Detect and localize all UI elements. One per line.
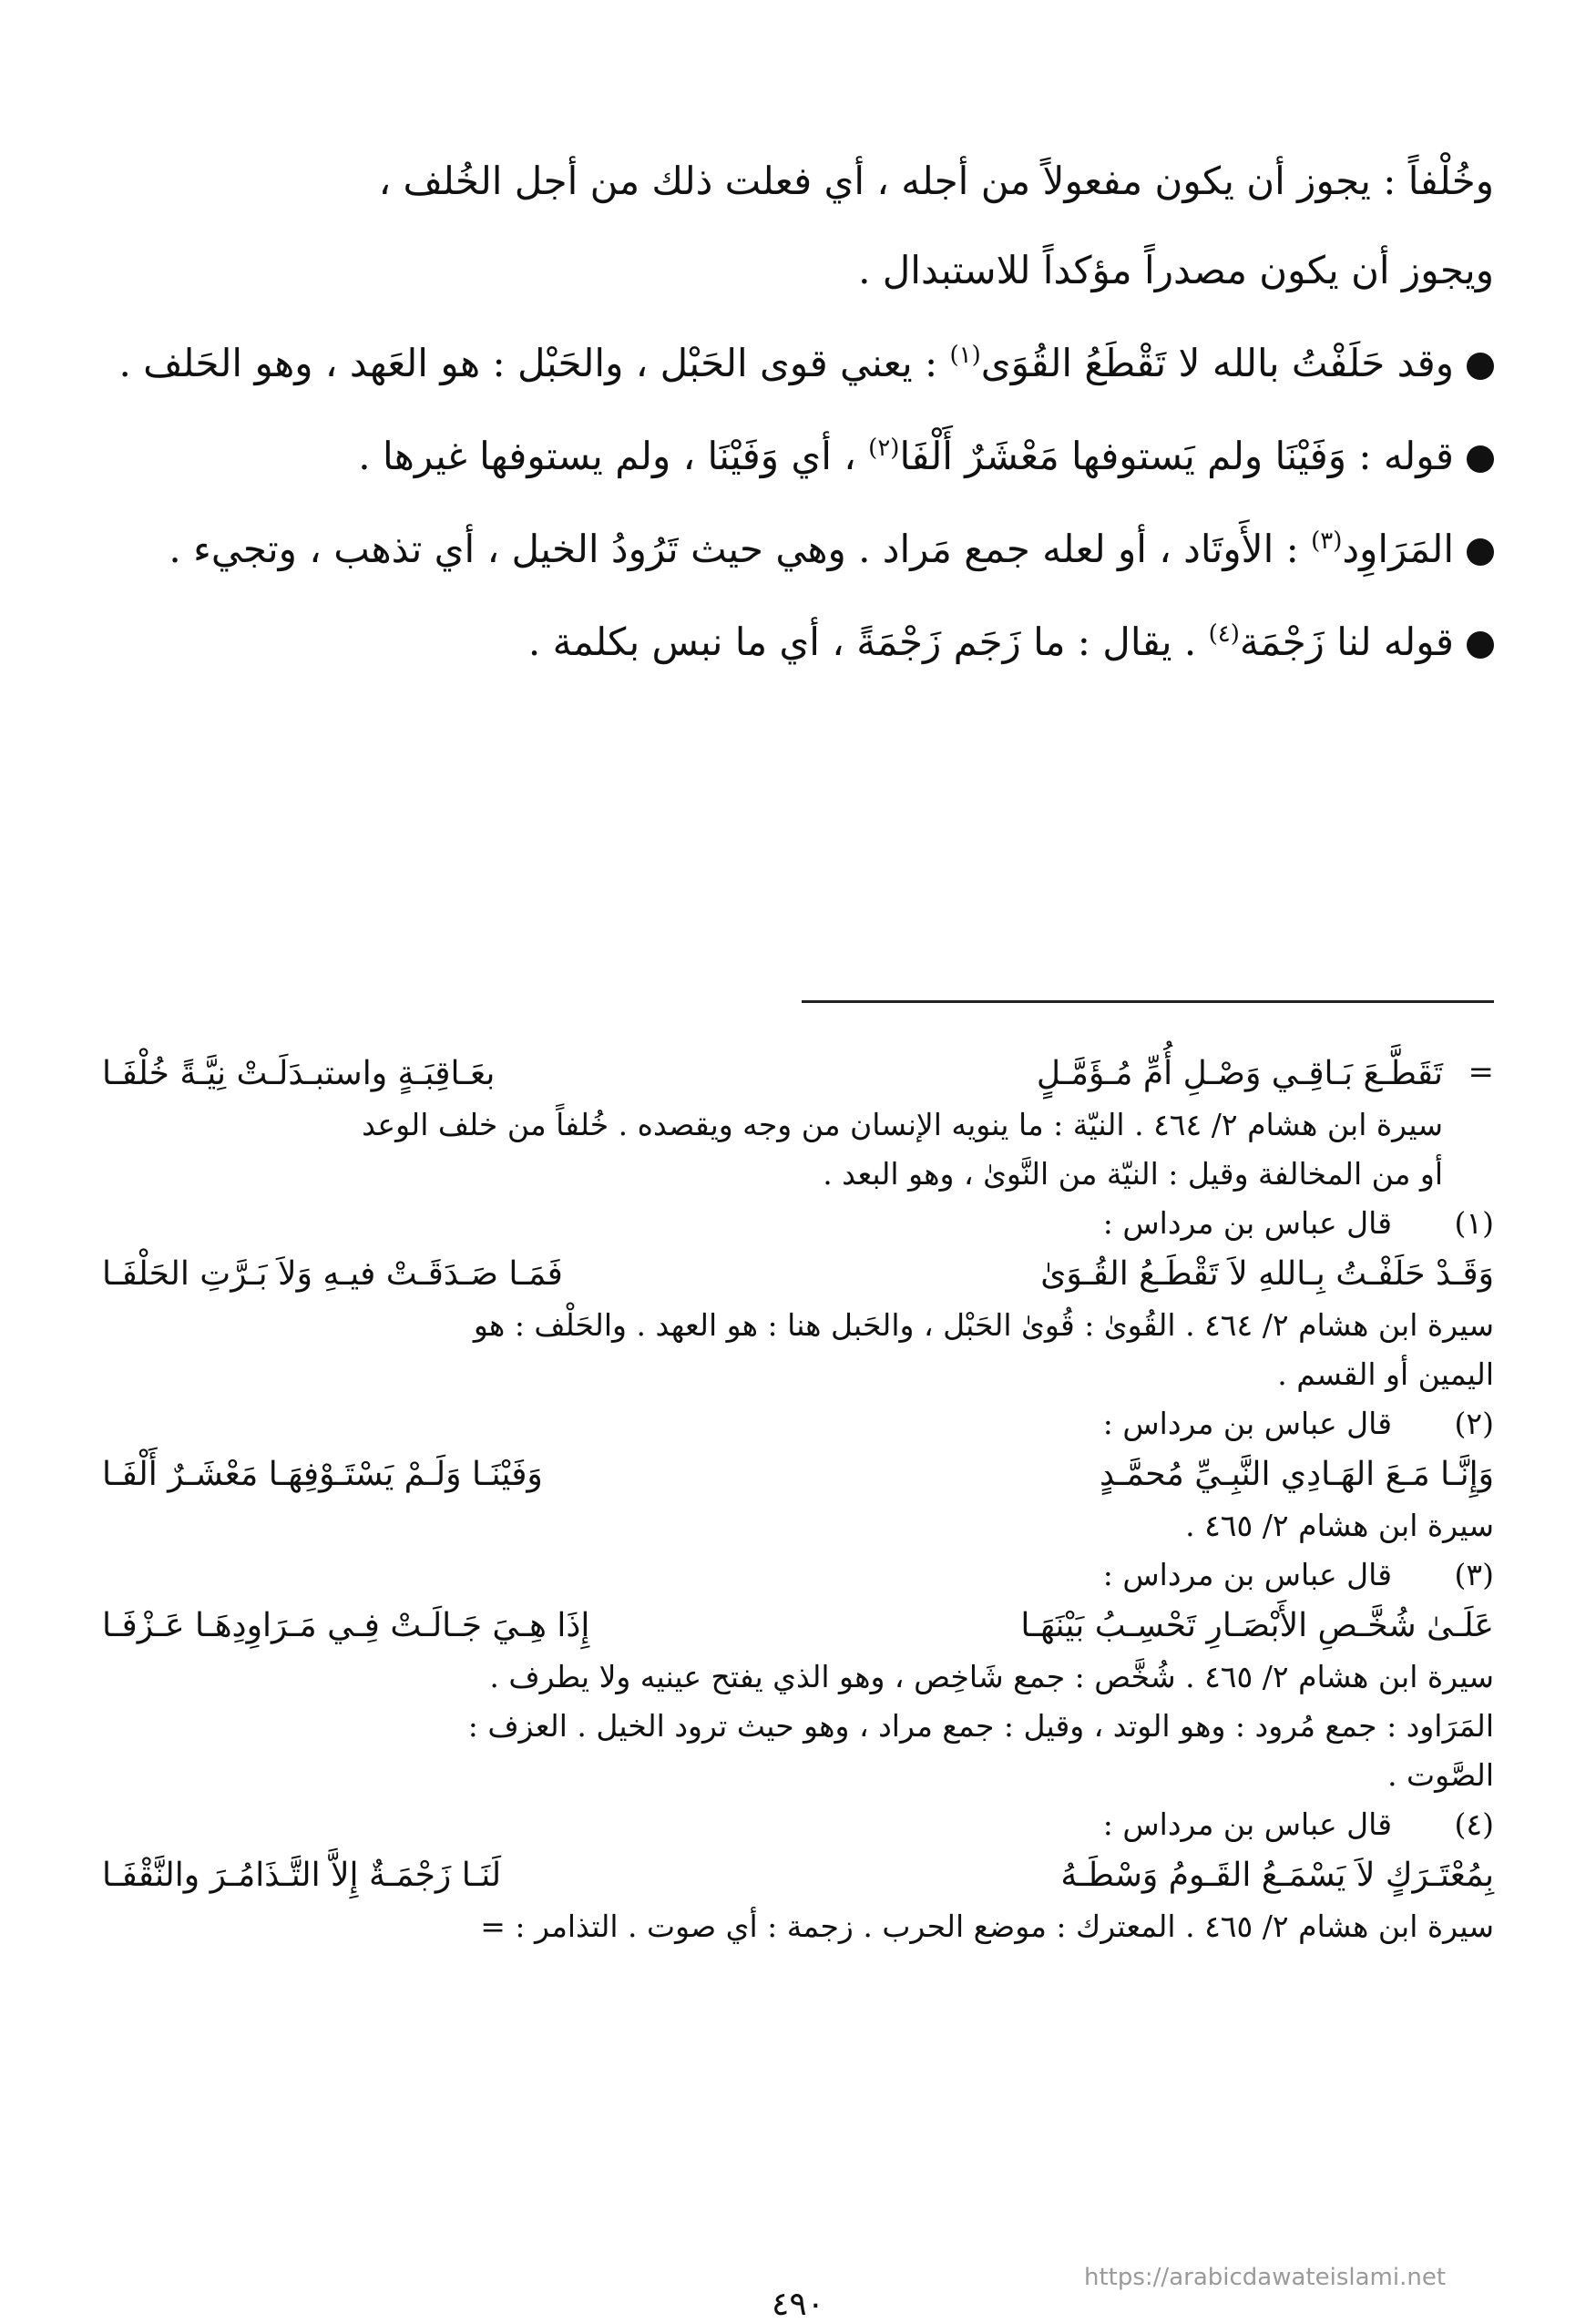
verse [102, 1048, 1443, 1100]
verse-hemistich: فَمَـا صَـدَقَـتْ فيـهِ وَلاَ بَـرَّتِ الحَلْفَـا [102, 1255, 563, 1293]
paragraph-text: : يعني قوى الحَبْل ، والحَبْل : هو العَهد ، وهو الحَلف . [118, 341, 950, 385]
bullet-icon [1467, 538, 1494, 566]
paragraph-text: قوله لنا زَجْمَة [1239, 619, 1454, 664]
footnote-intro: قال عباس بن مرداس : [1102, 1557, 1392, 1592]
footnote-ref: (١) [949, 342, 981, 369]
footnote-line: أو من المخالفة وقيل : النيّة من النَّوىٰ ، وهو البعد . [823, 1156, 1443, 1192]
footnotes [102, 1048, 1494, 1951]
verse-hemistich: بعَـاقِبَـةٍ واستبـدَلَـتْ نِيَّـةً خُلْفَـا [102, 1055, 496, 1092]
verse-hemistich: إِذَا هِـيَ جَـالَـتْ فِـي مَـرَاوِدِهَـا عَـزْفَـا [102, 1607, 590, 1644]
footnote-number: (١) [1454, 1205, 1494, 1241]
continuation-marker: = [1468, 1054, 1494, 1090]
verse-hemistich: وَإِنَّـا مَـعَ الهَـادِي النَّبِـيِّ مُحمَّـدٍ [1099, 1456, 1494, 1493]
footnote-number: (٢) [1454, 1406, 1494, 1441]
footnote-divider [802, 1000, 1494, 1003]
paragraph-text: . يقال : ما زَجَم زَجْمَةً ، أي ما نبس بكلمة . [527, 619, 1209, 664]
paragraph-4 [102, 505, 1494, 594]
paragraph-1 [102, 137, 1494, 315]
paragraph-text: وقد حَلَفْتُ بالله لا تَقْطَعُ القُوَى [980, 341, 1454, 385]
verse-hemistich: عَلَـىٰ شُخَّـصِ الأَبْصَـارِ تَحْسِـبُ بَيْنَهَـا [1020, 1607, 1494, 1644]
verse-hemistich: لَنَـا زَجْمَـةٌ إِلاَّ التَّـذَامُـرَ والنَّقْفَـا [102, 1857, 502, 1894]
footnote-intro: قال عباس بن مرداس : [1102, 1205, 1392, 1241]
page-number: ٤٩٠ [771, 2286, 824, 2323]
paragraph-text: المَرَاوِد [1342, 527, 1454, 571]
footnote-line: سيرة ابن هشام ٢/ ٤٦٥ . شُخَّص : جمع شَاخِص ، وهو الذي يفتح عينيه ولا يطرف . [489, 1659, 1494, 1694]
footnote-ref: (٣) [1311, 527, 1343, 555]
footnote-intro: قال عباس بن مرداس : [1102, 1806, 1392, 1842]
footnote-body [102, 1048, 1443, 1199]
watermark-url: https://arabicdawateislami.net [1084, 2264, 1447, 2291]
paragraph-text: قوله : وَفَيْنَا ولم يَستوفها مَعْشَرٌ أَلْفَا [899, 434, 1454, 478]
footnote-line: سيرة ابن هشام ٢/ ٤٦٥ . المعترك : موضع الحرب . زجمة : أي صوت . التذامر : = [480, 1909, 1494, 1944]
footnote-number: (٣) [1454, 1557, 1494, 1592]
paragraph-3 [102, 412, 1494, 501]
footnote-ref: (٤) [1208, 620, 1240, 648]
paragraph-5 [102, 598, 1494, 687]
verse-hemistich: وَفَيْنَـا وَلَـمْ يَسْتَـوْفِهَـا مَعْشَـرٌ أَلْفَـا [102, 1456, 543, 1493]
footnote-body [102, 1800, 1392, 1849]
footnote-line: الصَّوت . [1387, 1757, 1494, 1793]
bullet-icon [1467, 631, 1494, 659]
paragraph-text: : الأَوتَاد ، أو لعله جمع مَراد . وهي حيث تَرُودُ الخيل ، أي تذهب ، وتجيء . [169, 527, 1312, 571]
verse [102, 1600, 1494, 1653]
verse-hemistich: تَقَطَّـعَ بَـاقِـي وَصْـلِ أُمِّ مُـؤَمَّـلٍ [1036, 1055, 1443, 1092]
verse [102, 1248, 1494, 1301]
verse-hemistich: وَقَـدْ حَلَفْـتُ بِـاللهِ لاَ تَقْطَـعُ القُـوَىٰ [1040, 1255, 1494, 1293]
paragraph-line: وخُلْفاً : يجوز أن يكون مفعولاً من أجله ، أي فعلت ذلك من أجل الخُلف ، [378, 159, 1494, 203]
verse [102, 1849, 1494, 1902]
footnote-2 [102, 1399, 1494, 1448]
footnote-3 [102, 1550, 1494, 1600]
footnote-line: سيرة ابن هشام ٢/ ٤٦٥ . [1185, 1508, 1494, 1543]
paragraph-2 [102, 319, 1494, 408]
verse [102, 1448, 1494, 1501]
footnote-line: المَرَاود : جمع مُرود : وهو الوتد ، وقيل : جمع مراد ، وهو حيث ترود الخيل . العزف : [467, 1708, 1494, 1744]
paragraph-line: ويجوز أن يكون مصدراً مؤكداً للاستبدال . [858, 248, 1494, 292]
footnote-line: سيرة ابن هشام ٢/ ٤٦٤ . القُوىٰ : قُوىٰ الحَبْل ، والحَبل هنا : هو العهد . والحَلْف : هو [473, 1307, 1494, 1343]
footnote-line: اليمين أو القسم . [1277, 1356, 1494, 1392]
bullet-icon [1467, 445, 1494, 473]
main-text [102, 137, 1494, 691]
verse-hemistich: بِمُعْتَـرَكٍ لاَ يَسْمَـعُ القَـومُ وَسْطَـهُ [1060, 1857, 1494, 1894]
footnote-body [102, 1399, 1392, 1448]
footnote-intro: قال عباس بن مرداس : [1102, 1406, 1392, 1441]
footnote-1 [102, 1199, 1494, 1248]
footnote-4 [102, 1800, 1494, 1849]
footnote-body [102, 1199, 1392, 1248]
footnote-line: سيرة ابن هشام ٢/ ٤٦٤ . النيّة : ما ينويه الإنسان من وجه ويقصده . خُلفاً من خلف الوعد [362, 1107, 1443, 1142]
paragraph-text: ، أي وَفَيْنَا ، ولم يستوفها غيرها . [358, 434, 869, 478]
bullet-icon [1467, 353, 1494, 380]
footnote-number: (٤) [1454, 1806, 1494, 1842]
footnote-ref: (٢) [868, 435, 900, 462]
footnote-continued [102, 1048, 1494, 1199]
footnote-body [102, 1550, 1392, 1600]
